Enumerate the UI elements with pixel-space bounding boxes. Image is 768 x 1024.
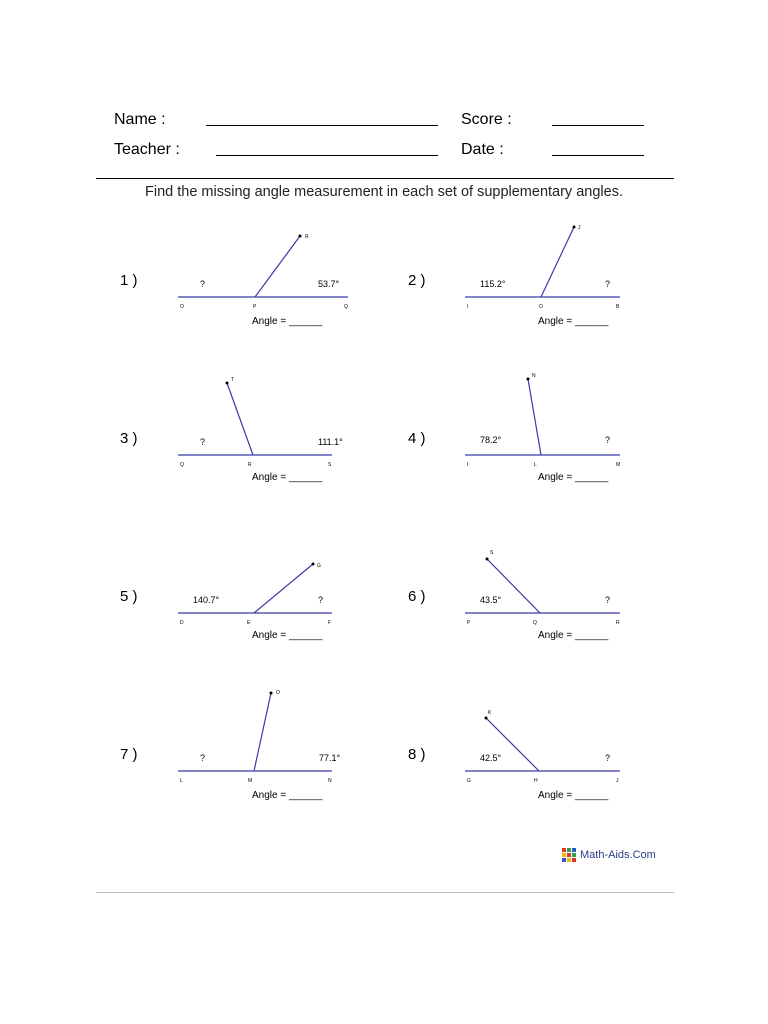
- point-right: N: [328, 778, 332, 784]
- point-left: P: [467, 620, 471, 626]
- point-left: I: [467, 462, 469, 468]
- logo-cell: [572, 848, 576, 852]
- problem-1: [120, 234, 420, 402]
- point-vertex: L: [534, 462, 537, 468]
- logo-cell: [567, 853, 571, 857]
- problem-number: 1 ): [120, 272, 138, 289]
- answer-label[interactable]: Angle = ______: [538, 790, 609, 801]
- point-right: S: [328, 462, 332, 468]
- answer-label[interactable]: Angle = ______: [538, 472, 609, 483]
- logo-cell: [572, 853, 576, 857]
- teacher-line[interactable]: [216, 155, 438, 156]
- angle-left: 43.5°: [480, 595, 502, 605]
- footer-divider: [96, 892, 674, 893]
- angle-right: 53.7°: [318, 279, 340, 289]
- point-vertex: R: [248, 462, 252, 468]
- point-vertex: M: [248, 778, 253, 784]
- ray-endpoint: [486, 558, 489, 561]
- point-right: J: [616, 778, 619, 784]
- ray-endpoint: [527, 378, 530, 381]
- ray-endpoint: [270, 692, 273, 695]
- angle-right: ?: [318, 595, 324, 605]
- problem-number: 5 ): [120, 588, 138, 605]
- angle-figure: [408, 225, 708, 402]
- teacher-label: Teacher :: [114, 141, 180, 158]
- point-left: G: [467, 778, 471, 784]
- angle-right: ?: [605, 279, 611, 289]
- angle-figure: [408, 710, 708, 876]
- angle-right: ?: [605, 753, 611, 763]
- answer-label[interactable]: Angle = ______: [252, 790, 323, 801]
- point-right: R: [616, 620, 620, 626]
- answer-label[interactable]: Angle = ______: [252, 472, 323, 483]
- problem-number: 4 ): [408, 430, 426, 447]
- point-vertex: O: [539, 304, 543, 310]
- point-vertex: E: [247, 620, 251, 626]
- angle-right: ?: [605, 435, 611, 445]
- math-aids-logo[interactable]: [562, 848, 656, 862]
- point-ray: G: [317, 563, 321, 569]
- problem-7: [120, 690, 420, 876]
- problem-number: 7 ): [120, 746, 138, 763]
- name-line[interactable]: [206, 125, 438, 126]
- ray: [254, 564, 313, 613]
- point-vertex: Q: [533, 620, 537, 626]
- point-ray: T: [231, 377, 235, 383]
- point-left: I: [467, 304, 469, 310]
- angle-right: 111.1°: [318, 437, 343, 447]
- angle-left: 42.5°: [480, 753, 502, 763]
- angle-figure: [408, 550, 708, 718]
- point-vertex: P: [253, 304, 257, 310]
- point-vertex: H: [534, 778, 538, 784]
- logo-cell: [567, 858, 571, 862]
- problem-2: [408, 225, 708, 402]
- point-ray: O: [276, 690, 280, 696]
- problem-number: 2 ): [408, 272, 426, 289]
- answer-label[interactable]: Angle = ______: [252, 316, 323, 327]
- ray: [541, 227, 574, 297]
- logo-text: Math-Aids.Com: [580, 849, 656, 861]
- logo-cell: [562, 848, 566, 852]
- angle-left: 140.7°: [193, 595, 220, 605]
- logo-cell: [562, 858, 566, 862]
- score-line[interactable]: [552, 125, 644, 126]
- angle-figure: [408, 373, 708, 560]
- angle-left: 78.2°: [480, 435, 502, 445]
- problem-number: 8 ): [408, 746, 426, 763]
- ray: [255, 236, 300, 297]
- logo-cell: [567, 848, 571, 852]
- name-label: Name :: [114, 111, 166, 128]
- angle-left: 115.2°: [480, 279, 506, 289]
- date-label: Date :: [461, 141, 504, 158]
- angle-right: 77.1°: [319, 753, 341, 763]
- ray-endpoint: [485, 717, 488, 720]
- ray-endpoint: [226, 382, 229, 385]
- logo-cell: [572, 858, 576, 862]
- point-left: Q: [180, 462, 184, 468]
- point-left: D: [180, 620, 184, 626]
- point-right: Q: [344, 304, 348, 310]
- problem-number: 3 ): [120, 430, 138, 447]
- problem-3: [120, 377, 420, 560]
- problem-4: [408, 373, 708, 560]
- angle-left: ?: [200, 753, 206, 763]
- angle-left: ?: [200, 437, 206, 447]
- point-right: B: [616, 304, 620, 310]
- answer-label[interactable]: Angle = ______: [252, 630, 323, 641]
- date-line[interactable]: [552, 155, 644, 156]
- angle-figure: [120, 690, 420, 876]
- point-right: M: [616, 462, 621, 468]
- ray-endpoint: [573, 226, 576, 229]
- point-right: F: [328, 620, 332, 626]
- ray: [486, 718, 539, 771]
- point-left: L: [180, 778, 183, 784]
- point-ray: S: [490, 550, 494, 556]
- answer-label[interactable]: Angle = ______: [538, 316, 609, 327]
- problem-number: 6 ): [408, 588, 426, 605]
- ray-endpoint: [299, 235, 302, 238]
- point-ray: J: [578, 225, 581, 231]
- logo-cell: [562, 853, 566, 857]
- point-left: O: [180, 304, 184, 310]
- point-ray: K: [488, 710, 492, 716]
- angle-figure: [120, 234, 420, 402]
- instructions: Find the missing angle measurement in each set of supplementary angles.: [145, 184, 623, 200]
- angle-figure: [120, 377, 420, 560]
- answer-label[interactable]: Angle = ______: [538, 630, 609, 641]
- header-divider: [96, 178, 674, 179]
- score-label: Score :: [461, 111, 512, 128]
- logo-grid-icon: [562, 848, 576, 862]
- problem-6: [408, 550, 708, 718]
- angle-right: ?: [605, 595, 611, 605]
- point-ray: R: [305, 234, 309, 240]
- ray-endpoint: [312, 563, 315, 566]
- problem-8: [408, 710, 708, 876]
- angle-left: ?: [200, 279, 206, 289]
- point-ray: N: [532, 373, 536, 379]
